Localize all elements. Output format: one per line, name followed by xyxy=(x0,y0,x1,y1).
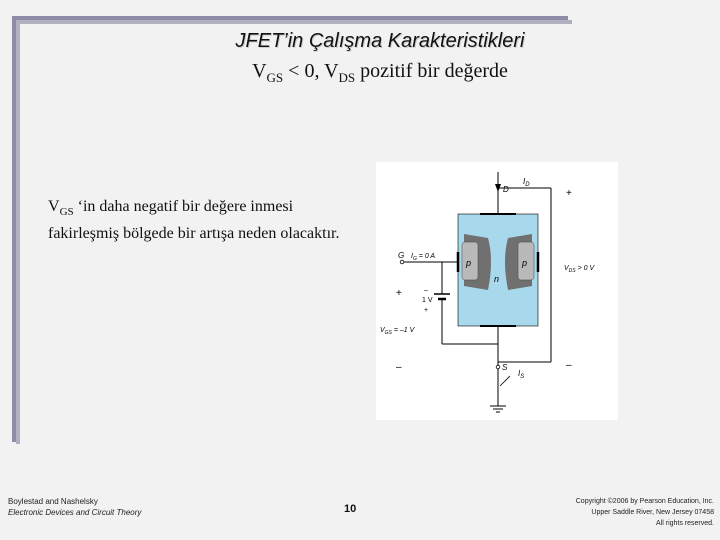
p-left-label: p xyxy=(466,258,472,268)
source-label: S xyxy=(502,363,508,372)
vgs-plus-sign: + xyxy=(396,288,402,299)
jfet-circuit-svg xyxy=(376,162,618,420)
gate-current-label: $I_G = 0$ A xyxy=(411,253,436,262)
body-text: $V_{GS}$ ‘in daha negatif bir değere inmesi fakirleşmiş bölgede bir artışa neden olacaktır. xyxy=(48,198,340,243)
copyright-line-3: All rights reserved. xyxy=(656,520,714,527)
footer-book: Electronic Devices and Circuit Theory xyxy=(8,508,142,517)
battery-plus: + xyxy=(424,307,429,314)
slide-subtitle: $V_{GS} < 0$, $V_{DS}$ pozitif bir değerde xyxy=(252,60,508,85)
source-current-arrow xyxy=(500,376,510,386)
vds-plus-sign: + xyxy=(566,188,572,199)
vgs-minus-sign: – xyxy=(396,362,402,373)
footer-copyright xyxy=(576,496,714,529)
source-terminal xyxy=(496,365,500,369)
source-current-label: $I_S$ xyxy=(518,369,525,380)
page-number: 10 xyxy=(344,503,357,515)
p-right-label: p xyxy=(522,258,528,268)
copyright-line-1: Copyright ©2006 by Pearson Education, Inc. xyxy=(575,498,714,505)
footer-credits xyxy=(8,496,141,518)
vds-minus-sign: – xyxy=(566,360,572,371)
vds-label: $V_{DS} > 0$ V xyxy=(564,265,595,274)
drain-label: D xyxy=(503,185,509,194)
slide-title: JFET’in Çalışma Karakteristikleri xyxy=(235,30,525,52)
copyright-line-2: Upper Saddle River, New Jersey 07458 xyxy=(591,509,714,516)
jfet-circuit-figure xyxy=(376,162,618,420)
vgs-label: $V_{GS} = -1$ V xyxy=(380,327,415,336)
n-label: n xyxy=(494,274,500,284)
gate-terminal xyxy=(400,260,404,264)
gate-label: G xyxy=(398,251,405,260)
battery-value: 1 V xyxy=(422,297,433,304)
drain-current-label: $I_D$ xyxy=(523,177,530,188)
footer-authors: Boylestad and Nashelsky xyxy=(8,497,98,506)
battery-minus: – xyxy=(424,287,428,294)
